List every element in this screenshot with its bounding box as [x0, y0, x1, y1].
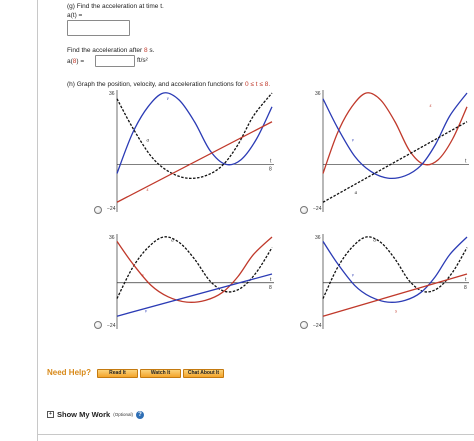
y-max-tick: 36: [315, 91, 321, 97]
x-axis-label: t: [270, 276, 272, 283]
curve-s: [117, 122, 272, 203]
optional-label: (Optional): [113, 412, 133, 417]
curve-label-s: s: [146, 187, 149, 193]
curve-label-s: s: [429, 103, 432, 109]
curve-v: [323, 93, 467, 178]
at-label: a(t) =: [67, 12, 83, 19]
show-my-work[interactable]: [47, 410, 144, 419]
curve-v: [117, 274, 272, 316]
curve-a: [323, 122, 467, 203]
part-h-prompt-text: (h) Graph the position, velocity, and acceleration functions for: [67, 81, 244, 88]
graph-option-4-radio[interactable]: [300, 321, 308, 329]
y-max-tick: 36: [109, 235, 115, 241]
y-min-tick: −24: [313, 323, 322, 329]
acceleration-unit: ft/s²: [137, 57, 148, 64]
graph-option-4: [313, 234, 469, 329]
expand-icon[interactable]: +: [47, 411, 54, 418]
x-max-tick: 8: [269, 166, 272, 173]
curve-label-v: v: [144, 309, 148, 315]
part-g-prompt: (g) Find the acceleration at time t.: [67, 3, 164, 10]
graph-option-2: [313, 90, 469, 212]
curve-v: [323, 237, 467, 302]
x-max-tick: 8: [464, 284, 467, 291]
curve-label-a: a: [171, 238, 174, 244]
graph-option-3: [107, 234, 274, 329]
graph-option-1-radio[interactable]: [94, 206, 102, 214]
curve-label-v: v: [351, 273, 355, 279]
y-max-tick: 36: [109, 91, 115, 97]
x-max-tick: 8: [269, 284, 272, 291]
need-help-label: Need Help?: [47, 368, 92, 377]
curve-a: [117, 93, 272, 178]
curve-label-a: a: [354, 191, 358, 197]
show-my-work-label[interactable]: Show My Work: [57, 410, 111, 419]
after-prompt-prefix: Find the acceleration after: [67, 47, 143, 54]
chat-about-it-button[interactable]: Chat About It: [183, 369, 224, 378]
graph-option-2-radio[interactable]: [300, 206, 308, 214]
read-it-button[interactable]: Read It: [97, 369, 138, 378]
y-min-tick: −24: [313, 206, 322, 212]
y-min-tick: −24: [107, 323, 116, 329]
curve-label-s: s: [141, 273, 144, 279]
a8-value: 8: [72, 58, 77, 65]
graph-option-3-radio[interactable]: [94, 321, 102, 329]
curve-label-a: a: [373, 238, 376, 244]
y-max-tick: 36: [315, 235, 321, 241]
after-prompt-suffix: s.: [149, 47, 155, 54]
part-h-range: 0 ≤ t ≤ 8.: [245, 81, 271, 88]
graph-option-1: [107, 90, 274, 212]
curve-label-s: s: [395, 309, 397, 315]
a8-prefix: a(: [67, 58, 73, 65]
y-min-tick: −24: [107, 206, 116, 212]
a8-suffix: ) =: [76, 58, 85, 65]
x-axis-label: t: [465, 276, 467, 283]
curve-a: [323, 237, 467, 299]
after-prompt-value: 8: [143, 47, 148, 54]
curve-s: [117, 237, 272, 302]
curve-a: [117, 237, 272, 299]
x-axis-label: t: [465, 158, 467, 165]
curve-label-v: v: [351, 138, 355, 144]
curve-label-a: a: [146, 138, 149, 144]
x-axis-label: t: [270, 158, 272, 165]
help-icon[interactable]: ?: [136, 411, 144, 419]
curve-label-v: v: [166, 96, 169, 102]
watch-it-button[interactable]: Watch It: [140, 369, 181, 378]
